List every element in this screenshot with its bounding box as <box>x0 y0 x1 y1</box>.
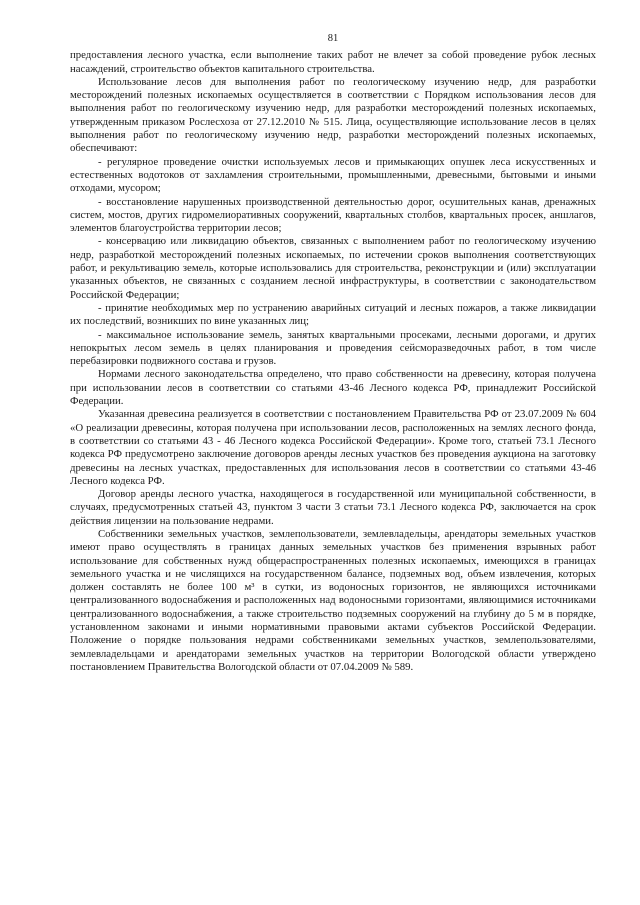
page-number: 81 <box>327 33 339 44</box>
paragraph-4: Указанная древесина реализуется в соответствии с постановлением Правительства РФ от 23.07.2009 № 604 «О реализации древесины, которая получена при использовании лесов, расположенных на землях лесного фонда, в соответствии со статьями 43 - 46 Лесного кодекса Российской Федерации». Кроме того, статьей 73.1 Лесного кодекса РФ предусмотрено заключение договоров аренды лесных участков без проведения аукциона на заготовку древесины на лесных участках, предоставленных для использования лесов в соответствии со статьями 43-46 Лесного кодекса РФ. <box>70 408 596 487</box>
paragraph-1: предоставления лесного участка, если выполнение таких работ не влечет за собой проведение рубок лесных насаждений, строительство объектов капитального строительства. <box>70 49 596 75</box>
paragraph-6: Собственники земельных участков, землепользователи, землевладельцы, арендаторы земельных участков имеют право осуществлять в границах данных земельных участков без применения взрывных работ использование для собственных нужд общераспространенных полезных ископаемых, имеющихся в границах земельного участка и не числящихся на государственном балансе, подземных вод, объем извлечения, которых должен составлять не более 100 м³ в сутки, из водоносных горизонтов, не являющихся источниками централизованного водоснабжения и расположенных над водоносными горизонтами, являющимися источниками централизованного водоснабжения, а также строительство подземных сооружений на глубину до 5 м в порядке, установленном законами и иными нормативными правовыми актами субъектов Российской Федерации. Положение о порядке пользования недрами собственниками земельных участков, землепользователями, землевладельцами и арендаторами земельных участков на территории Вологодской области утверждено постановлением Правительства Вологодской области от 07.04.2009 № 589. <box>70 527 596 673</box>
list-item-1: - регулярное проведение очистки используемых лесов и примыкающих опушек леса искусственных и естественных водотоков от захламления строительными, промышленными, древесными, бытовыми и иными отходами, мусором; <box>70 155 596 195</box>
list-item-2: - восстановление нарушенных производственной деятельностью дорог, осушительных канав, дренажных систем, мостов, других гидромелиоративных сооружений, квартальных столбов, квартальных просек, аншлагов, элементов благоустройства территории лесов; <box>70 195 596 235</box>
paragraph-5: Договор аренды лесного участка, находящегося в государственной или муниципальной собственности, в случаях, предусмотренных статьей 43, пунктом 3 части 3 статьи 73.1 Лесного кодекса РФ, заключается на срок действия лицензии на пользование недрами. <box>70 488 596 527</box>
paragraph-3: Нормами лесного законодательства определено, что право собственности на древесину, которая получена при использовании лесов в соответствии со статьями 43-46 Лесного кодекса РФ, принадлежит Российской Федерации. <box>70 368 596 408</box>
list-item-3: - консервацию или ликвидацию объектов, связанных с выполнением работ по геологическому изучению недр, разработкой месторождений полезных ископаемых, по истечении сроков выполнения соответствующих работ, и рекультивацию земель, которые использовались для строительства, реконструкции и (или) эксплуатации указанных объектов, не связанных с созданием лесной инфраструктуры, в соответствии с законодательством Российской Федерации; <box>70 235 596 301</box>
list-item-5: - максимальное использование земель, занятых квартальными просеками, лесными дорогами, и других непокрытых лесом земель в целях планирования и проведения сейсморазведочных работ, в том числе перебазировки подвижного состава и грузов. <box>70 328 596 368</box>
paragraph-2: Использование лесов для выполнения работ по геологическому изучению недр, для разработки месторождений полезных ископаемых осуществляется в соответствии с Порядком использования лесов для выполнения работ по геологическому изучению недр, для разработки месторождений полезных ископаемых, утвержденным приказом Рослесхоза от 27.12.2010 № 515. Лица, осуществляющие использование лесов в целях выполнения работ по геологическому изучению недр, разработки месторождений полезных ископаемых, обеспечивают: <box>70 75 596 155</box>
list-item-4: - принятие необходимых мер по устранению аварийных ситуаций и лесных пожаров, а также ликвидации их последствий, возникших по вине указанных лиц; <box>70 301 596 328</box>
